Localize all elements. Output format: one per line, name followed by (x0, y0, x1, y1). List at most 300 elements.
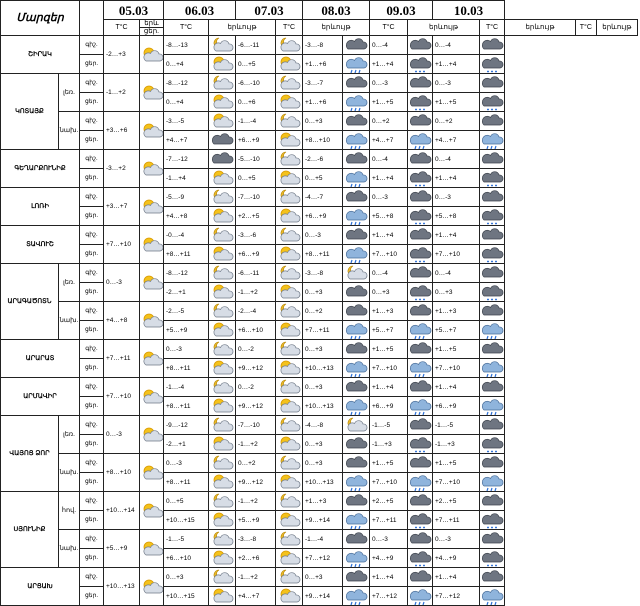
cloud-icon (480, 454, 505, 473)
subregion-name: հով. (59, 492, 80, 530)
partly-sunny-icon (209, 283, 236, 302)
date-header: 08.03 (303, 1, 370, 20)
rain-icon (408, 587, 432, 605)
snow-icon (480, 245, 504, 263)
day-temp: 0…+5 (303, 169, 343, 188)
day-temp: -1…+3 (370, 435, 408, 454)
day-label: ցեր. (80, 511, 104, 530)
region-name: ՍՅՈՒՆԻՔ (1, 492, 59, 568)
moon-cloud-icon (209, 530, 236, 549)
cloud-icon (480, 226, 505, 245)
day-temp: +7…+10 (433, 473, 480, 492)
day-temp: +1…+4 (370, 55, 408, 74)
temp-range: 0…-3 (104, 264, 140, 302)
cloud-icon (480, 36, 505, 55)
table-row (1, 188, 638, 207)
night-temp: 0…+3 (303, 378, 343, 397)
day-temp: +6…+9 (236, 245, 276, 264)
snow-icon (408, 169, 433, 188)
moon-cloud-icon (277, 378, 301, 396)
partly-sunny-icon (210, 359, 234, 377)
cloud-icon (480, 492, 505, 511)
day-temp: +5…+9 (236, 511, 276, 530)
snow-icon (480, 549, 504, 567)
cloud-icon (343, 150, 370, 169)
day-temp: +8…+11 (303, 245, 343, 264)
table-row (1, 302, 638, 321)
partly-sunny-icon (140, 84, 164, 102)
cloud-icon (344, 340, 368, 358)
cloud-icon (209, 150, 236, 169)
cloud-icon (408, 36, 432, 54)
day-label: ցեր. (80, 397, 104, 416)
partly-sunny-icon (276, 549, 303, 568)
table-row (1, 416, 638, 435)
night-temp: -8…-12 (164, 74, 209, 93)
moon-cloud-icon (277, 112, 301, 130)
table-row (1, 549, 638, 568)
moon-cloud-icon (209, 226, 236, 245)
snow-icon (480, 435, 504, 453)
moon-cloud-icon (209, 492, 236, 511)
day-label: ցեր. (80, 283, 104, 302)
day-temp: +10…+13 (303, 473, 343, 492)
rain-icon (344, 397, 368, 415)
night-temp: +1…+4 (433, 568, 480, 587)
moon-cloud-icon (276, 188, 303, 207)
table-row (1, 359, 638, 378)
cloud-icon (480, 530, 504, 548)
partly-sunny-icon (209, 473, 236, 492)
night-label: գիշ. (80, 416, 104, 435)
night-temp: 0…-3 (303, 226, 343, 245)
moon-cloud-icon (276, 112, 303, 131)
day-temp: +6…+10 (164, 549, 209, 568)
cloud-icon (343, 302, 370, 321)
partly-sunny-icon (210, 435, 234, 453)
moon-cloud-icon (210, 568, 234, 586)
night-temp: +1…+5 (433, 454, 480, 473)
partly-sunny-icon (209, 169, 236, 188)
day-temp: -1…+4 (164, 169, 209, 188)
day-temp: +8…+11 (164, 359, 209, 378)
moon-cloud-icon (276, 36, 303, 55)
moon-cloud-icon (209, 264, 236, 283)
partly-sunny-icon (277, 549, 301, 567)
partly-sunny-icon (277, 321, 301, 339)
rain-icon (480, 397, 505, 416)
moon-cloud-icon (276, 530, 303, 549)
cloud-icon (210, 150, 234, 168)
table-row (1, 492, 638, 511)
night-temp: -8…-12 (164, 264, 209, 283)
partly-sunny-icon (209, 93, 236, 112)
moon-cloud-icon (210, 492, 234, 510)
subregion-name: լեռ. (59, 416, 80, 454)
rain-icon (408, 397, 433, 416)
night-temp: 0…+3 (164, 568, 209, 587)
rain-icon (480, 359, 505, 378)
day-temp: +10…+15 (164, 511, 209, 530)
day-label: ցեր. (80, 549, 104, 568)
period-header (80, 1, 104, 36)
day-temp: +6…+9 (433, 397, 480, 416)
day-temp: +1…+6 (303, 93, 343, 112)
partly-sunny-icon (276, 473, 303, 492)
night-temp: -1…-4 (164, 378, 209, 397)
region-name: ԱՐԱԳԱԾՈՏՆ (1, 264, 59, 340)
rain-icon (408, 131, 433, 150)
partly-sunny-icon (276, 321, 303, 340)
night-label: գիշ. (80, 36, 104, 55)
partly-sunny-icon (276, 359, 303, 378)
snow-icon (408, 283, 432, 301)
subregion-name: նախ. (59, 530, 80, 568)
day-label: ցեր. (80, 55, 104, 74)
partly-sunny-icon (276, 587, 303, 606)
cloud-icon (408, 530, 433, 549)
day-label: ցեր. (80, 131, 104, 150)
day-temp: +5…+8 (433, 207, 480, 226)
rain-icon (343, 359, 370, 378)
cloud-icon (408, 416, 433, 435)
partly-sunny-icon (140, 46, 164, 64)
table-row (1, 530, 638, 549)
night-temp: 0…-4 (370, 36, 408, 55)
night-temp: 0…-4 (433, 36, 480, 55)
temp-range: +10…+13 (104, 568, 140, 606)
cloud-icon (344, 454, 368, 472)
day-temp: +5…+7 (433, 321, 480, 340)
cloud-icon (344, 150, 368, 168)
table-row (1, 568, 638, 587)
night-temp: 0…-3 (370, 74, 408, 93)
partly-sunny-icon (140, 540, 164, 558)
night-temp: 0…-3 (164, 454, 209, 473)
snow-icon (480, 283, 504, 301)
partly-sunny-icon (210, 207, 234, 225)
table-row (1, 587, 638, 606)
moon-cloud-icon (210, 378, 234, 396)
moon-cloud-icon (210, 226, 234, 244)
partly-sunny-icon (277, 245, 301, 263)
subregion-name: լեռ. (59, 74, 80, 112)
night-temp: +1…+4 (370, 378, 408, 397)
moon-cloud-icon (344, 416, 368, 434)
day-temp: +1…+4 (433, 169, 480, 188)
night-temp: -1…+2 (236, 492, 276, 511)
partly-sunny-icon (210, 283, 234, 301)
table-row (1, 112, 638, 131)
cloud-icon (408, 492, 432, 510)
day-temp: +1…+6 (303, 55, 343, 74)
day-label: ցեր. (80, 435, 104, 454)
region-header: Մարզեր (1, 1, 80, 36)
cloud-icon (480, 150, 504, 168)
partly-sunny-icon (277, 55, 301, 73)
phen-header: երև (140, 20, 164, 28)
moon-cloud-icon (210, 454, 234, 472)
partly-sunny-icon (210, 321, 234, 339)
cloud-icon (408, 378, 433, 397)
region-name: ԱՐՑԱԽ (1, 568, 80, 606)
cloud-icon (480, 340, 504, 358)
moon-cloud-icon (277, 492, 301, 510)
night-temp: -3…-8 (303, 264, 343, 283)
partly-sunny-icon (140, 340, 164, 378)
partly-sunny-icon (209, 435, 236, 454)
snow-icon (480, 511, 504, 529)
moon-cloud-icon (276, 416, 303, 435)
rain-icon (344, 321, 368, 339)
night-temp: -2…-4 (236, 302, 276, 321)
day-temp: +9…+12 (236, 397, 276, 416)
day-temp: +1…+4 (433, 55, 480, 74)
partly-sunny-icon (277, 359, 301, 377)
day-temp: +9…+12 (236, 473, 276, 492)
rain-icon (344, 93, 368, 111)
cloud-icon (209, 131, 236, 150)
snow-icon (408, 55, 433, 74)
night-label: գիշ. (80, 264, 104, 283)
date-header: 06.03 (164, 1, 236, 20)
partly-sunny-icon (277, 169, 301, 187)
night-temp: -3…-5 (164, 112, 209, 131)
rain-icon (480, 587, 504, 605)
rain-icon (344, 511, 368, 529)
day-label: ցեր. (80, 245, 104, 264)
cloud-icon (210, 131, 234, 149)
day-temp: +4…+7 (433, 131, 480, 150)
table-row (1, 340, 638, 359)
day-label: ցեր. (80, 473, 104, 492)
day-temp: 0…+3 (303, 283, 343, 302)
rain-icon (343, 473, 370, 492)
rain-icon (344, 549, 368, 567)
snow-icon (408, 93, 432, 111)
day-temp: +7…+11 (303, 321, 343, 340)
cloud-icon (480, 264, 504, 282)
moon-cloud-icon (277, 264, 301, 282)
cloud-icon (480, 530, 505, 549)
partly-sunny-icon (277, 587, 301, 605)
table-row (1, 74, 638, 93)
day-temp: +1…+5 (433, 93, 480, 112)
rain-icon (480, 131, 504, 149)
moon-cloud-icon (209, 340, 236, 359)
cloud-icon (344, 530, 368, 548)
partly-sunny-icon (140, 578, 164, 596)
rain-icon (343, 207, 370, 226)
night-temp: 0…-3 (370, 530, 408, 549)
day-temp: +7…+12 (370, 587, 408, 606)
night-label: գիշ. (80, 74, 104, 93)
moon-cloud-icon (210, 340, 234, 358)
phen-header: երևույթ (505, 20, 576, 36)
cloud-icon (480, 302, 505, 321)
rain-icon (480, 587, 505, 606)
day-temp: 0…+3 (433, 283, 480, 302)
day-temp: +7…+11 (433, 511, 480, 530)
moon-cloud-icon (210, 302, 234, 320)
snow-icon (480, 55, 505, 74)
night-temp: -3…-8 (236, 530, 276, 549)
day-temp: +7…+10 (370, 473, 408, 492)
night-temp: -1…-5 (370, 416, 408, 435)
rain-icon (343, 397, 370, 416)
partly-sunny-icon (210, 169, 234, 187)
subregion-name: նախ. (59, 112, 80, 150)
partly-sunny-icon (140, 312, 164, 330)
partly-sunny-icon (140, 454, 164, 492)
rain-icon (480, 397, 504, 415)
moon-cloud-icon (276, 378, 303, 397)
cloud-icon (344, 378, 368, 396)
partly-sunny-icon (140, 150, 164, 188)
moon-cloud-icon (210, 264, 234, 282)
cloud-icon (343, 454, 370, 473)
day-temp: +6…+9 (370, 397, 408, 416)
night-label: գիշ. (80, 454, 104, 473)
rain-icon (408, 321, 432, 339)
partly-sunny-icon (209, 549, 236, 568)
night-temp: 0…-3 (370, 188, 408, 207)
night-temp: -6…-11 (236, 36, 276, 55)
day-label: ցեր. (80, 359, 104, 378)
cloud-icon (408, 454, 432, 472)
partly-sunny-icon (140, 302, 164, 340)
night-label: գիշ. (80, 302, 104, 321)
moon-cloud-icon (276, 226, 303, 245)
region-name: ՏԱՎՈՒՇ (1, 226, 80, 264)
night-temp: -9…-12 (164, 416, 209, 435)
partly-sunny-icon (140, 36, 164, 74)
temp-range: +10…+14 (104, 492, 140, 530)
phen-header: երևույթ (596, 20, 637, 36)
cloud-icon (480, 74, 504, 92)
night-temp: 0…-4 (433, 264, 480, 283)
night-temp: 0…+2 (433, 112, 480, 131)
temp-header: T°C (164, 20, 209, 36)
temp-range: +8…+10 (104, 454, 140, 492)
rain-icon (343, 93, 370, 112)
cloud-icon (408, 112, 433, 131)
rain-icon (344, 169, 368, 187)
rain-icon (344, 55, 368, 73)
partly-sunny-icon (276, 245, 303, 264)
moon-cloud-icon (210, 416, 234, 434)
night-temp: +1…+4 (370, 226, 408, 245)
rain-icon (408, 473, 432, 491)
day-temp: +8…+10 (303, 131, 343, 150)
partly-sunny-icon (140, 74, 164, 112)
day-temp: +4…+7 (370, 131, 408, 150)
region-name: ՎԱՅՈՑ ՁՈՐ (1, 416, 59, 492)
night-temp: 0…-2 (236, 378, 276, 397)
day-temp: +7…+12 (303, 549, 343, 568)
phen-header: երևույթ (303, 20, 370, 36)
partly-sunny-icon (209, 397, 236, 416)
day-temp: +5…+8 (370, 207, 408, 226)
partly-sunny-icon (140, 568, 164, 606)
snow-icon (408, 207, 432, 225)
moon-cloud-icon (277, 340, 301, 358)
snow-icon (480, 435, 505, 454)
cloud-icon (343, 378, 370, 397)
rain-icon (344, 207, 368, 225)
table-row (1, 264, 638, 283)
moon-cloud-icon (276, 264, 303, 283)
moon-cloud-icon (344, 264, 368, 282)
day-temp: +8…+11 (164, 397, 209, 416)
rain-icon (408, 397, 432, 415)
table-row (1, 321, 638, 340)
day-temp: 0…+4 (164, 93, 209, 112)
day-temp: +5…+7 (370, 321, 408, 340)
moon-cloud-icon (209, 416, 236, 435)
moon-cloud-icon (209, 454, 236, 473)
cloud-icon (343, 74, 370, 93)
partly-sunny-icon (209, 112, 236, 131)
day-temp: +10…+13 (303, 359, 343, 378)
rain-icon (343, 55, 370, 74)
phen-header: երևույթ (209, 20, 276, 36)
night-temp: -1…+2 (236, 568, 276, 587)
cloud-icon (480, 74, 505, 93)
cloud-icon (480, 378, 504, 396)
rain-icon (343, 549, 370, 568)
subregion-name: նախ. (59, 302, 80, 340)
cloud-icon (408, 302, 433, 321)
moon-cloud-icon (276, 302, 303, 321)
day-temp: +6…+9 (303, 207, 343, 226)
cloud-icon (344, 226, 368, 244)
partly-sunny-icon (210, 112, 234, 130)
moon-cloud-icon (277, 454, 301, 472)
moon-cloud-icon (276, 74, 303, 93)
snow-icon (408, 283, 433, 302)
cloud-icon (343, 492, 370, 511)
cloud-icon (480, 36, 504, 54)
snow-icon (408, 169, 432, 187)
day-temp: +7…+10 (370, 245, 408, 264)
night-temp: -0…-4 (164, 226, 209, 245)
temp-range: +3…+7 (104, 188, 140, 226)
snow-icon (480, 55, 504, 73)
rain-icon (408, 321, 433, 340)
night-temp: +1…+5 (370, 340, 408, 359)
cloud-icon (408, 340, 432, 358)
night-temp: +1…+4 (433, 226, 480, 245)
night-label: գիշ. (80, 150, 104, 169)
day-temp: +5…+9 (164, 321, 209, 340)
partly-sunny-icon (276, 131, 303, 150)
cloud-icon (408, 454, 433, 473)
temp-range: -3…+2 (104, 150, 140, 188)
snow-icon (408, 435, 432, 453)
night-temp: -2…-6 (303, 150, 343, 169)
day-temp: +7…+10 (433, 245, 480, 264)
moon-cloud-icon (276, 340, 303, 359)
night-temp: -6…-11 (236, 264, 276, 283)
day-label: ցեր. (80, 207, 104, 226)
partly-sunny-icon (276, 435, 303, 454)
cloud-icon (480, 112, 504, 130)
night-temp: 0…+3 (303, 454, 343, 473)
cloud-icon (408, 226, 433, 245)
table-row (1, 169, 638, 188)
partly-sunny-icon (209, 245, 236, 264)
